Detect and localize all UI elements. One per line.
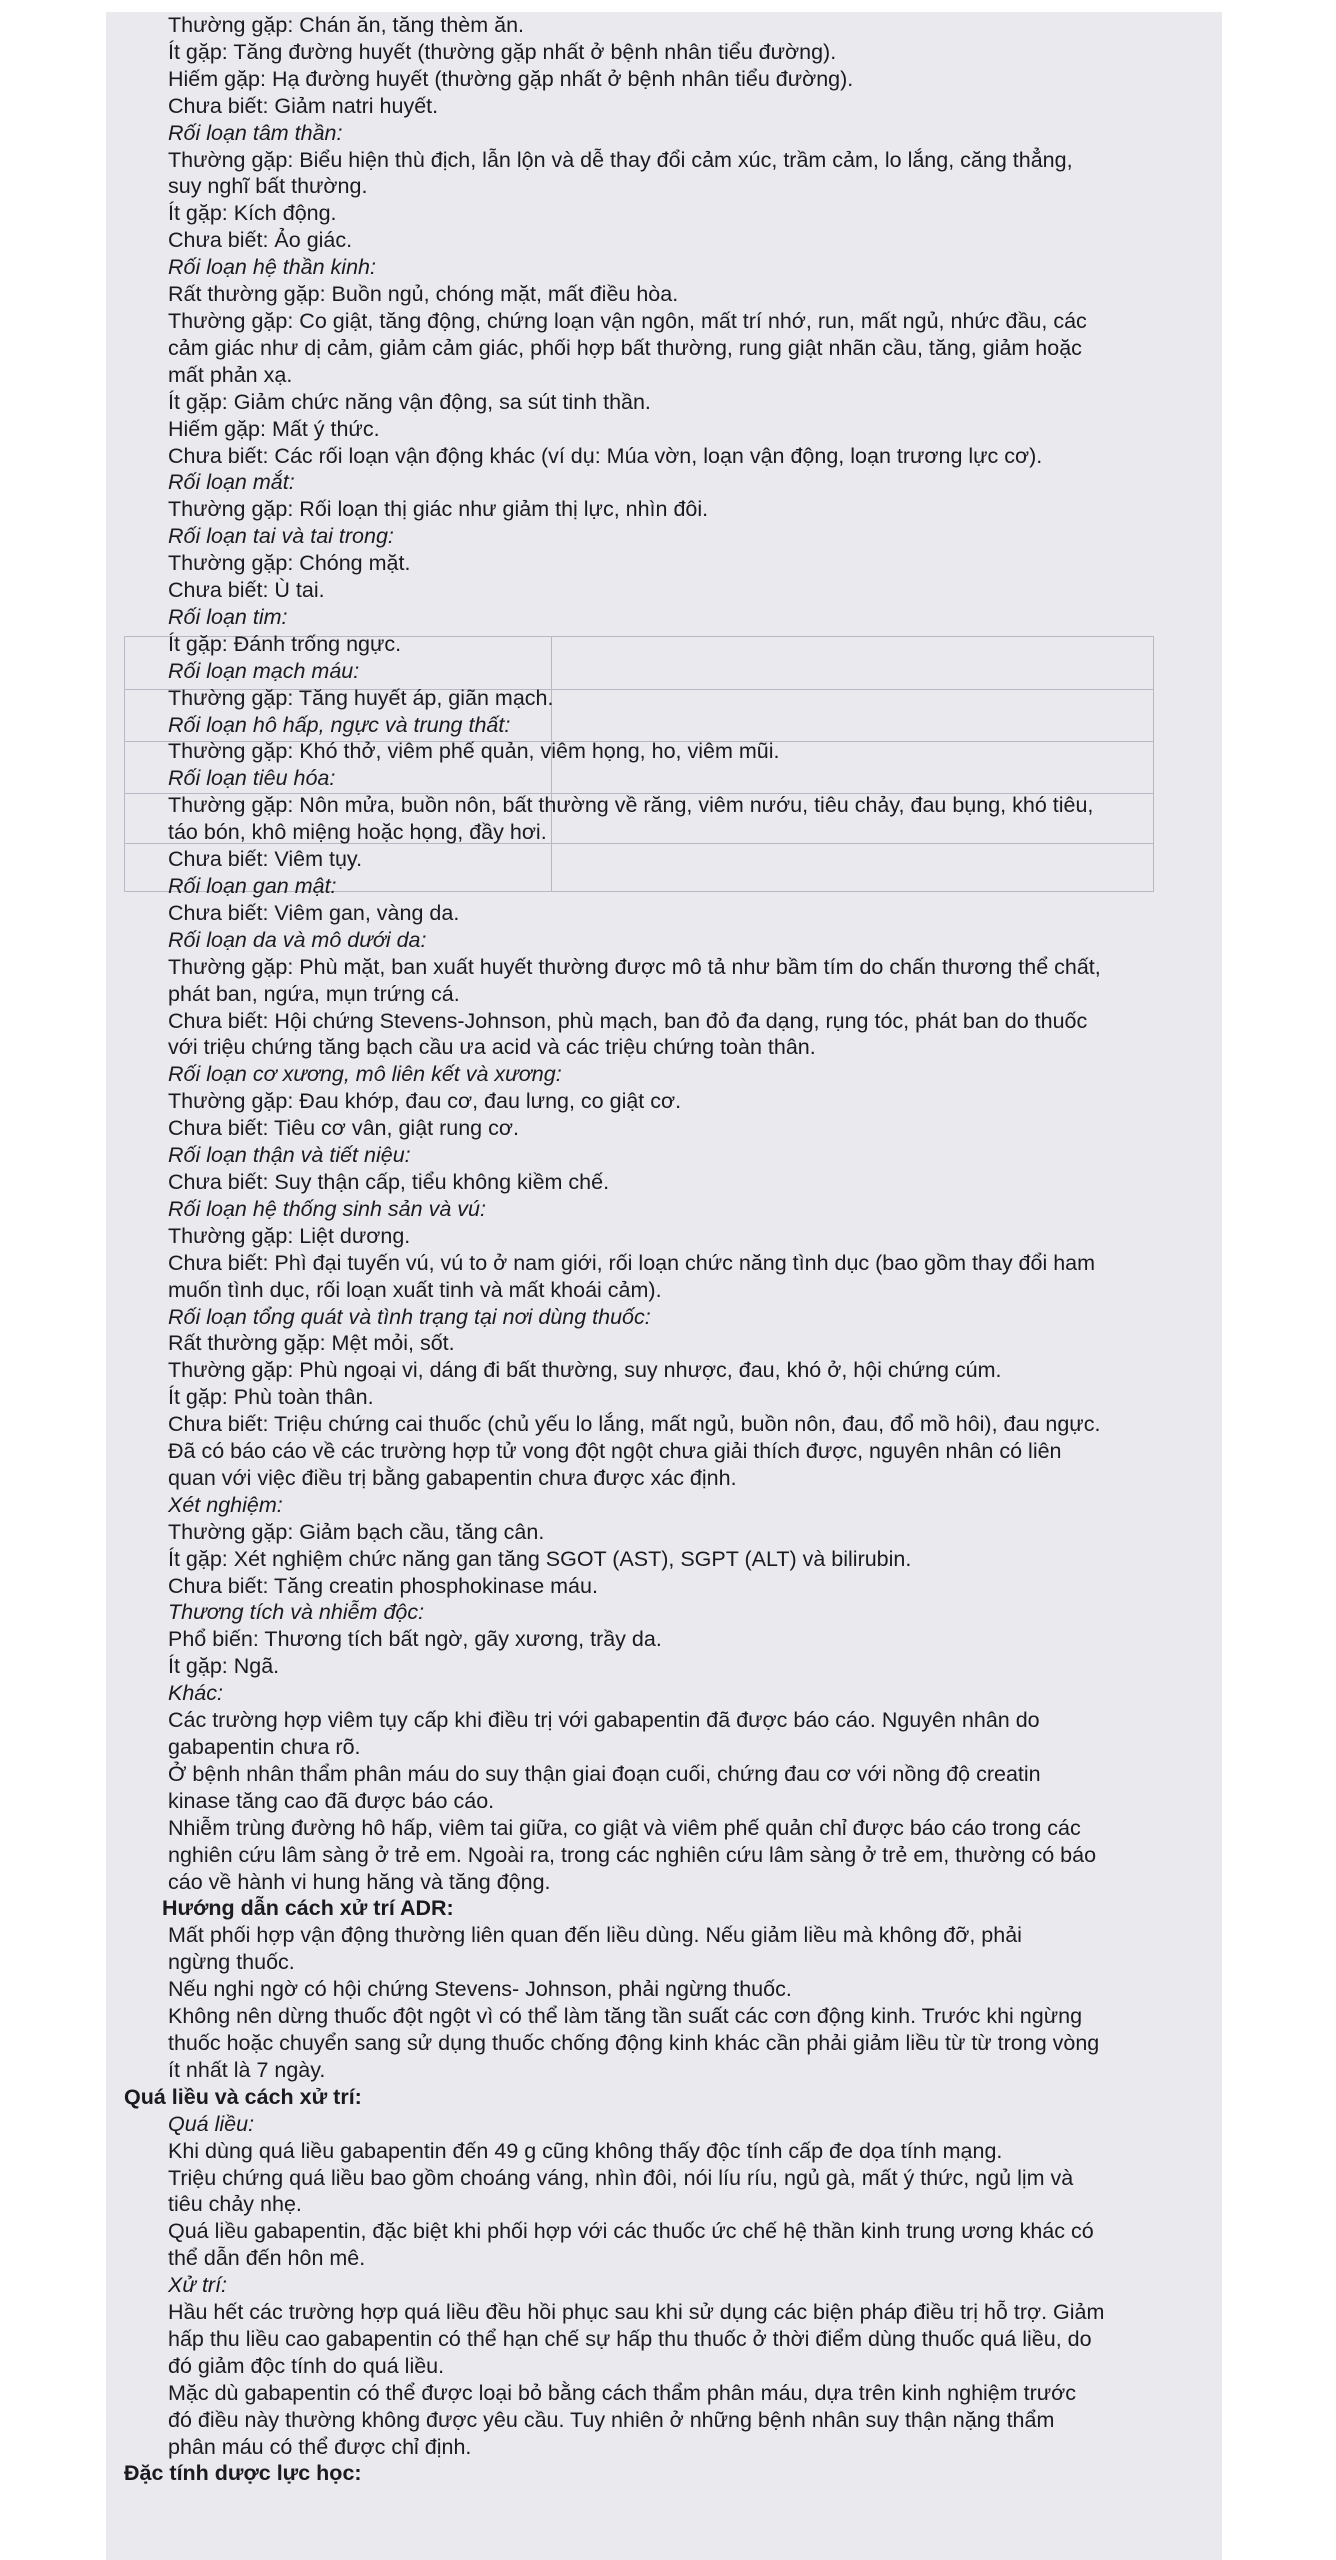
- subsection-heading: Rối loạn hệ thần kinh:: [168, 255, 376, 280]
- section-heading: Hướng dẫn cách xử trí ADR:: [162, 1896, 454, 1921]
- body-line: Chưa biết: Ảo giác.: [168, 228, 353, 253]
- body-line: Chưa biết: Triệu chứng cai thuốc (chủ yếu lo lắng, mất ngủ, buồn nôn, đau, đổ mồ hôi), đau ngực.: [168, 1412, 1101, 1437]
- body-line: Thường gặp: Chán ăn, tăng thèm ăn.: [168, 13, 524, 37]
- subsection-heading: Rối loạn thận và tiết niệu:: [168, 1143, 411, 1168]
- body-line: Thường gặp: Rối loạn thị giác như giảm thị lực, nhìn đôi.: [168, 497, 709, 522]
- body-line: ngừng thuốc.: [168, 1950, 295, 1975]
- body-line: Chưa biết: Tăng creatin phosphokinase máu.: [168, 1573, 598, 1598]
- body-line: Chưa biết: Các rối loạn vận động khác (ví dụ: Múa vờn, loạn vận động, loạn trương lực cơ).: [168, 443, 1043, 468]
- body-line: thuốc hoặc chuyển sang sử dụng thuốc chống động kinh khác cần phải giảm liều từ từ trong vòng: [168, 2030, 1100, 2055]
- subsection-heading: Xét nghiệm:: [168, 1492, 283, 1517]
- subsection-heading: Rối loạn tim:: [168, 604, 288, 629]
- body-line: Ít gặp: Đánh trống ngực.: [168, 631, 402, 656]
- body-line: Chưa biết: Viêm gan, vàng da.: [168, 900, 460, 925]
- body-line: Thường gặp: Phù ngoại vi, dáng đi bất thường, suy nhược, đau, khó ở, hội chứng cúm.: [168, 1358, 1002, 1383]
- body-line: Thường gặp: Khó thở, viêm phế quản, viêm họng, ho, viêm mũi.: [168, 739, 780, 764]
- subsection-heading: Rối loạn da và mô dưới da:: [168, 927, 427, 952]
- subsection-heading: Quá liều:: [168, 2111, 255, 2136]
- subsection-heading: Rối loạn mạch máu:: [168, 658, 360, 683]
- body-line: Thường gặp: Nôn mửa, buồn nôn, bất thường về răng, viêm nướu, tiêu chảy, đau bụng, khó tiêu,: [168, 793, 1094, 818]
- subsection-heading: Rối loạn cơ xương, mô liên kết và xương:: [168, 1062, 562, 1087]
- body-line: thể dẫn đến hôn mê.: [168, 2246, 366, 2271]
- body-line: đó điều này thường không được yêu cầu. Tuy nhiên ở những bệnh nhân suy thận nặng thẩm: [168, 2407, 1055, 2432]
- body-line: Ít gặp: Giảm chức năng vận động, sa sút tinh thần.: [168, 389, 651, 414]
- body-line: Thường gặp: Chóng mặt.: [168, 551, 411, 576]
- body-line: Ít gặp: Ngã.: [168, 1654, 280, 1679]
- body-line: mất phản xạ.: [168, 362, 293, 387]
- body-line: Hiếm gặp: Hạ đường huyết (thường gặp nhất ở bệnh nhân tiểu đường).: [168, 66, 854, 91]
- body-line: Ít gặp: Phù toàn thân.: [168, 1385, 374, 1410]
- body-line: Thường gặp: Phù mặt, ban xuất huyết thường được mô tả như bầm tím do chấn thương thể chất,: [168, 954, 1101, 979]
- subsection-heading: Khác:: [168, 1681, 223, 1706]
- body-line: Chưa biết: Giảm natri huyết.: [168, 93, 439, 118]
- body-line: với triệu chứng tăng bạch cầu ưa acid và các triệu chứng toàn thân.: [168, 1035, 816, 1060]
- body-line: Phổ biến: Thương tích bất ngờ, gãy xương, trầy da.: [168, 1627, 662, 1652]
- body-line: Ít gặp: Tăng đường huyết (thường gặp nhất ở bệnh nhân tiểu đường).: [168, 39, 837, 64]
- body-line: Chưa biết: Viêm tụy.: [168, 847, 363, 872]
- body-line: Đã có báo cáo về các trường hợp tử vong đột ngột chưa giải thích được, nguyên nhân có liên: [168, 1439, 1062, 1464]
- body-line: Chưa biết: Ù tai.: [168, 578, 325, 603]
- subsection-heading: Rối loạn tai và tai trong:: [168, 524, 394, 549]
- body-line: Triệu chứng quá liều bao gồm choáng váng, nhìn đôi, nói líu ríu, ngủ gà, mất ý thức, ngủ lịm và: [168, 2165, 1074, 2190]
- body-line: Không nên dừng thuốc đột ngột vì có thể làm tăng tần suất các cơn động kinh. Trước khi ngừng: [168, 2004, 1083, 2029]
- body-line: Mất phối hợp vận động thường liên quan đến liều dùng. Nếu giảm liều mà không đỡ, phải: [168, 1923, 1022, 1948]
- body-line: Mặc dù gabapentin có thể được loại bỏ bằng cách thẩm phân máu, dựa trên kinh nghiệm trước: [168, 2380, 1077, 2405]
- body-line: tiêu chảy nhẹ.: [168, 2192, 302, 2217]
- body-line: Quá liều gabapentin, đặc biệt khi phối hợp với các thuốc ức chế hệ thần kinh trung ương khác có: [168, 2219, 1094, 2244]
- subsection-heading: Xử trí:: [168, 2273, 228, 2298]
- body-line: Hầu hết các trường hợp quá liều đều hồi phục sau khi sử dụng các biện pháp điều trị hỗ trợ. Giảm: [168, 2300, 1105, 2325]
- section-heading: Đặc tính dược lực học:: [124, 2461, 362, 2486]
- body-line: Nếu nghi ngờ có hội chứng Stevens- Johnson, phải ngừng thuốc.: [168, 1977, 792, 2002]
- body-line: Hiếm gặp: Mất ý thức.: [168, 416, 380, 441]
- body-line: hấp thu liều cao gabapentin có thể hạn chế sự hấp thu thuốc ở thời điểm dùng thuốc quá liều, do: [168, 2326, 1092, 2351]
- body-line: kinase tăng cao đã được báo cáo.: [168, 1788, 495, 1813]
- body-line: Nhiễm trùng đường hô hấp, viêm tai giữa, co giật và viêm phế quản chỉ được báo cáo trong các: [168, 1815, 1081, 1840]
- subsection-heading: Rối loạn hô hấp, ngực và trung thất:: [168, 712, 511, 737]
- body-line: Thường gặp: Liệt dương.: [168, 1223, 411, 1248]
- body-line: đó giảm độc tính do quá liều.: [168, 2353, 445, 2378]
- body-line: gabapentin chưa rõ.: [168, 1735, 361, 1759]
- adverse-effects-text: [124, 12, 1204, 2487]
- body-line: phân máu có thể được chỉ định.: [168, 2434, 472, 2459]
- section-heading: Quá liều và cách xử trí:: [124, 2084, 362, 2109]
- body-line: suy nghĩ bất thường.: [168, 174, 368, 199]
- body-line: cảm giác như dị cảm, giảm cảm giác, phối hợp bất thường, rung giật nhãn cầu, tăng, giảm hoặc: [168, 335, 1082, 360]
- body-line: phát ban, ngứa, mụn trứng cá.: [168, 981, 460, 1006]
- leaflet-page: [106, 12, 1222, 2560]
- subsection-heading: Rối loạn tâm thần:: [168, 120, 343, 145]
- body-line: Thường gặp: Co giật, tăng động, chứng loạn vận ngôn, mất trí nhớ, run, mất ngủ, nhức đầu, các: [168, 308, 1087, 333]
- body-line: Chưa biết: Suy thận cấp, tiểu không kiềm chế.: [168, 1169, 610, 1194]
- body-line: Rất thường gặp: Buồn ngủ, chóng mặt, mất điều hòa.: [168, 282, 679, 307]
- body-line: Rất thường gặp: Mệt mỏi, sốt.: [168, 1331, 455, 1356]
- body-line: Khi dùng quá liều gabapentin đến 49 g cũng không thấy độc tính cấp đe dọa tính mạng.: [168, 2138, 1003, 2163]
- body-line: táo bón, khô miệng hoặc họng, đầy hơi.: [168, 820, 547, 845]
- subsection-heading: Rối loạn tổng quát và tình trạng tại nơi dùng thuốc:: [168, 1304, 651, 1329]
- body-line: Thường gặp: Đau khớp, đau cơ, đau lưng, co giật cơ.: [168, 1089, 682, 1114]
- body-line: Ít gặp: Xét nghiệm chức năng gan tăng SGOT (AST), SGPT (ALT) và bilirubin.: [168, 1546, 912, 1571]
- subsection-heading: Rối loạn gan mật:: [168, 874, 337, 898]
- body-line: ít nhất là 7 ngày.: [168, 2057, 326, 2082]
- body-line: Thường gặp: Tăng huyết áp, giãn mạch.: [168, 685, 554, 710]
- subsection-heading: Rối loạn hệ thống sinh sản và vú:: [168, 1196, 486, 1221]
- subsection-heading: Rối loạn mắt:: [168, 470, 295, 495]
- body-line: Các trường hợp viêm tụy cấp khi điều trị với gabapentin đã được báo cáo. Nguyên nhân do: [168, 1708, 1040, 1733]
- subsection-heading: Rối loạn tiêu hóa:: [168, 766, 336, 791]
- body-line: Ít gặp: Kích động.: [168, 201, 337, 226]
- body-line: Thường gặp: Giảm bạch cầu, tăng cân.: [168, 1519, 545, 1544]
- body-line: Chưa biết: Hội chứng Stevens-Johnson, phù mạch, ban đỏ đa dạng, rụng tóc, phát ban do thuốc: [168, 1008, 1088, 1033]
- subsection-heading: Thương tích và nhiễm độc:: [168, 1600, 425, 1625]
- body-line: quan với việc điều trị bằng gabapentin chưa được xác định.: [168, 1465, 737, 1490]
- body-line: muốn tình dục, rối loạn xuất tinh và mất khoái cảm).: [168, 1277, 662, 1302]
- body-line: Ở bệnh nhân thẩm phân máu do suy thận giai đoạn cuối, chứng đau cơ với nồng độ creatin: [168, 1761, 1041, 1786]
- body-line: cáo về hành vi hung hăng và tăng động.: [168, 1869, 551, 1894]
- body-line: nghiên cứu lâm sàng ở trẻ em. Ngoài ra, trong các nghiên cứu lâm sàng ở trẻ em, thường có báo: [168, 1842, 1097, 1867]
- body-line: Chưa biết: Phì đại tuyến vú, vú to ở nam giới, rối loạn chức năng tình dục (bao gồm thay đổi ham: [168, 1250, 1096, 1275]
- body-line: Thường gặp: Biểu hiện thù địch, lẫn lộn và dễ thay đổi cảm xúc, trầm cảm, lo lắng, căng thẳng,: [168, 147, 1073, 172]
- body-line: Chưa biết: Tiêu cơ vân, giật rung cơ.: [168, 1116, 519, 1141]
